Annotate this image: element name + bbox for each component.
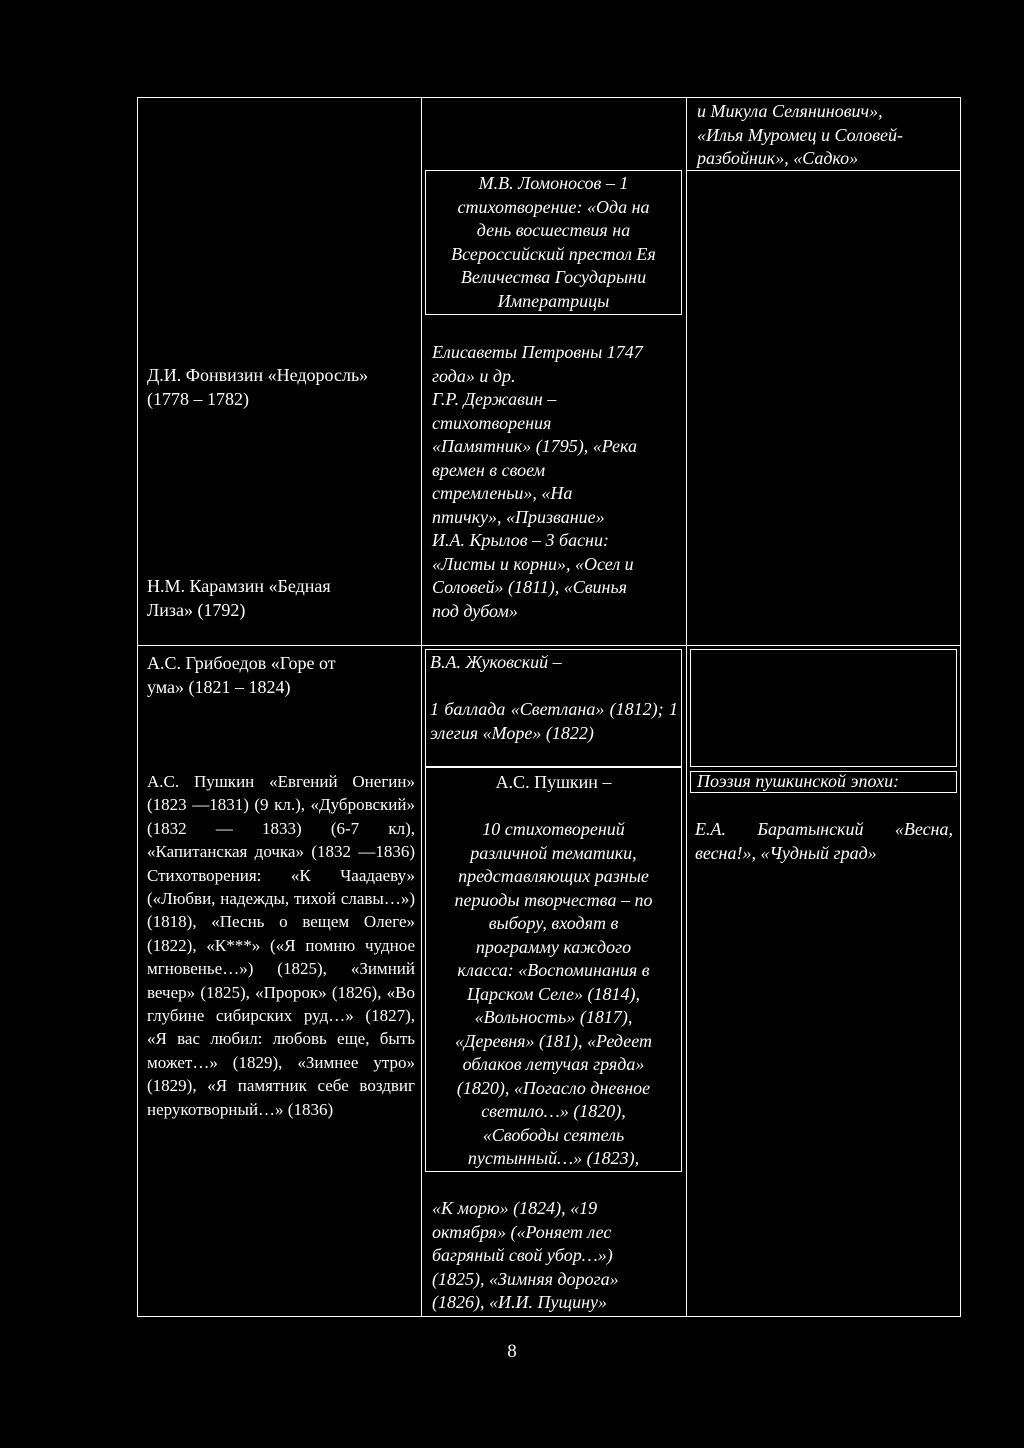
lomonosov-continuation: Елисаветы Петровны 1747 года» и др. [432,342,643,386]
right-zhukovsky-box [690,649,957,767]
row-divider-zhukovsky [137,645,961,646]
poetry-era-label: Поэзия пушкинской эпохи: [697,771,900,791]
column-divider-1 [421,97,422,1317]
lomonosov-entry: М.В. Ломоносов – 1 стихотворение: «Ода на день восшествия на Всероссийский престол Ея Величества Государыни Императрицы [451,173,656,311]
column-divider-2 [686,97,687,1317]
zhukovsky-works: 1 баллада «Светлана» (1812); 1 элегия «Море» (1822) [430,699,678,743]
fonvizin-entry: Д.И. Фонвизин «Недоросль» (1778 – 1782) [147,365,369,409]
pushkin-poems-continuation: «К морю» (1824), «19 октября» («Роняет лес багряный свой убор…») (1825), «Зимняя дорога» (1826), «И.И. Пущину» [432,1198,619,1312]
folklore-bylinas: и Микула Селянинович», «Илья Муромец и Соловей- разбойник», «Садко» [697,101,903,168]
pushkin-prose-entry: А.С. Пушкин «Евгений Онегин» (1823 —1831) (9 кл.), «Дубровский» (1832 — 1833) (6-7 кл), «Капитанская дочка» (1832 —1836) Стихотворения: «К Чаадаеву» («Любви, надежды, тихой славы…») (1818), «Песнь о вещем Олеге» (1822), «К***» («Я помню чудное мгновенье…») (1825), «Зимний вечер» (1825), «Пророк» (1826), «Во глубине сибирских руд…» (1827), «Я вас любил: любовь еще, быть может…» (1829), «Зимнее утро» (1829), «Я памятник себе воздвиг нерукотворный…» (1836) [147,772,415,1119]
derzhavin-entry: Г.Р. Державин – стихотворения «Памятник» (1795), «Река времен в своем стремленьи», «На птичку», «Призвание» [432,389,637,527]
page-number: 8 [507,1341,517,1362]
baratynsky-entry: Е.А. Баратынский «Весна, весна!», «Чудный град» [695,819,953,863]
pushkin-poetry-title: А.С. Пушкин – [495,772,612,792]
krylov-entry: И.А. Крылов – 3 басни: «Листы и корни», «Осел и Соловей» (1811), «Свинья под дубом» [432,530,634,621]
pushkin-poems-list: 10 стихотворений различной тематики, представляющих разные периоды творчества – по выбору, входят в программу каждого класса: «Воспоминания в Царском Селе» (1814), «Вольность» (1817), «Деревня» (181), «Редеет облаков летучая гряда» (1820), «Погасло дневное светило…» (1820), «Свободы сеятель пустынный…» (1823), [454,819,653,1168]
griboedov-entry: А.С. Грибоедов «Горе от ума» (1821 – 1824) [147,653,336,697]
zhukovsky-name: В.А. Жуковский – [430,652,562,672]
karamzin-entry: Н.М. Карамзин «Бедная Лиза» (1792) [147,576,331,620]
